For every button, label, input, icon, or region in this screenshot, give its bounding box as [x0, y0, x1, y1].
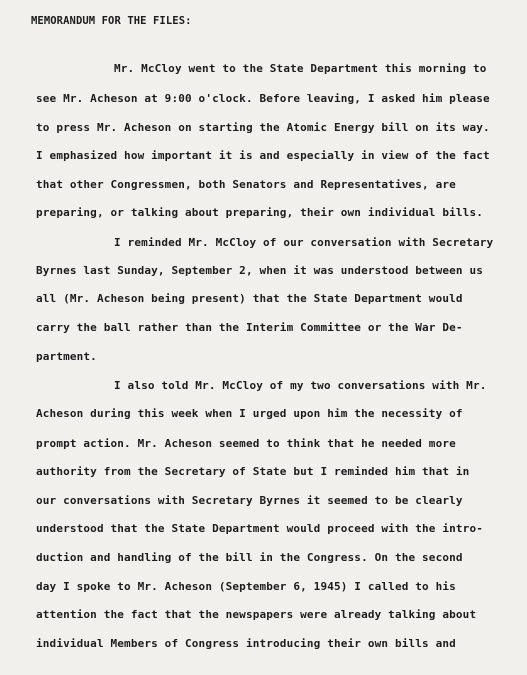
memo-line-19: day I spoke to Mr. Acheson (September 6, 1945) I called to his: [36, 580, 456, 593]
memo-line-18: duction and handling of the bill in the Congress. On the second: [36, 551, 463, 564]
memo-line-16: our conversations with Secretary Byrnes it seemed to be clearly: [36, 494, 463, 507]
memo-line-2: see Mr. Acheson at 9:00 o'clock. Before leaving, I asked him please: [36, 92, 490, 105]
memo-heading: MEMORANDUM FOR THE FILES:: [31, 15, 192, 27]
memo-line-1: Mr. McCloy went to the State Department this morning to: [114, 62, 487, 75]
memo-line-10: carry the ball rather than the Interim Committee or the War De-: [36, 321, 463, 334]
memo-line-21: individual Members of Congress introducing their own bills and: [36, 637, 456, 650]
memo-line-14: prompt action. Mr. Acheson seemed to think that he needed more: [36, 437, 456, 450]
memo-line-17: understood that the State Department would proceed with the intro-: [36, 522, 483, 535]
memo-line-9: all (Mr. Acheson being present) that the State Department would: [36, 292, 463, 305]
memo-line-7: I reminded Mr. McCloy of our conversation with Secretary: [114, 236, 494, 249]
memo-line-11: partment.: [36, 350, 97, 363]
memo-line-15: authority from the Secretary of State but I reminded him that in: [36, 465, 470, 478]
memo-line-13: Acheson during this week when I urged upon him the necessity of: [36, 407, 463, 420]
memo-line-8: Byrnes last Sunday, September 2, when it was understood between us: [36, 264, 483, 277]
memo-line-12: I also told Mr. McCloy of my two conversations with Mr.: [114, 379, 487, 392]
memo-line-3: to press Mr. Acheson on starting the Atomic Energy bill on its way.: [36, 121, 490, 134]
memo-line-6: preparing, or talking about preparing, their own individual bills.: [36, 206, 483, 219]
memo-line-4: I emphasized how important it is and especially in view of the fact: [36, 149, 490, 162]
memo-line-20: attention the fact that the newspapers were already talking about: [36, 608, 477, 621]
memo-line-5: that other Congressmen, both Senators and Representatives, are: [36, 178, 456, 191]
